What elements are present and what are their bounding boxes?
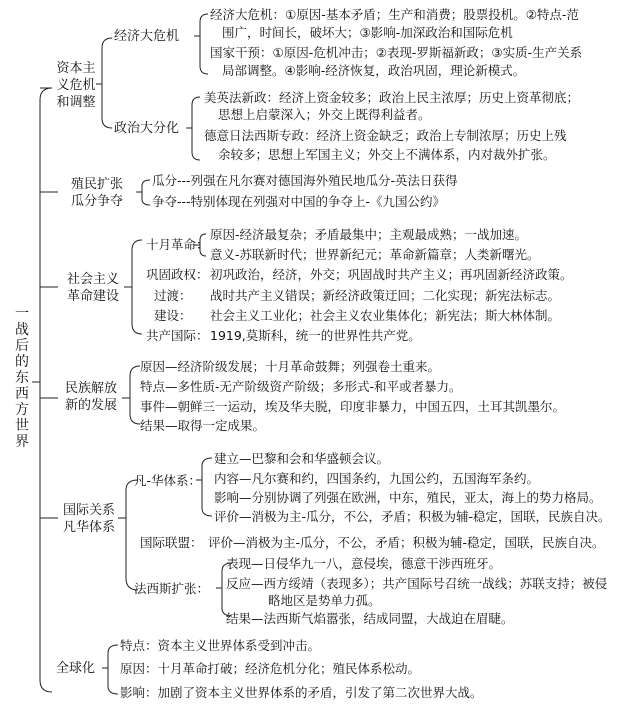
transition-label: 过渡：: [154, 288, 192, 303]
globalization-brace: [102, 645, 118, 694]
liberation-label-line: 民族解放: [64, 381, 117, 396]
economic-crisis-text-1: 经济大危机：①原因-基本矛盾；生产和消费；股票投机。②特点-范: [210, 7, 579, 22]
socialism-label-line: 社会主义: [66, 272, 119, 287]
liberation-label: [60, 380, 122, 414]
construction-text: 社会主义工业化；社会主义农业集体化；新宪法；斯大林体制。: [210, 308, 561, 323]
versailles-text-1: 建立—巴黎和会和华盛顿会议。: [214, 451, 390, 466]
capitalism-label-line: 和调整: [56, 95, 96, 110]
political-text-3: 德意日法西斯专政：经济上资金缺乏；政治上专制浓厚；历史上残: [204, 128, 567, 143]
colonial-brace: [136, 180, 150, 205]
political-split-label: 政治大分化: [114, 121, 180, 136]
fascism-text-3: 略地区是势单力孤。: [268, 593, 381, 608]
consolidation-text: 初巩政治，经济，外交；巩固战时共产主义；再巩固新经济政策。: [210, 267, 573, 282]
political-brace: [186, 97, 200, 160]
international-label: [60, 502, 118, 536]
state-intervention-text-1: 国家干预：①原因-危机冲击；②表现-罗斯福新政；③实质-生产关系: [210, 45, 583, 60]
liberation-text-2: 特点—多性质-无产阶级资产阶级；多形式-和平或者暴力。: [140, 379, 462, 394]
economic-crisis-label: 经济大危机: [114, 29, 180, 44]
globalization-label: 全球化: [56, 661, 96, 676]
october-text-1: 原因-经济最复杂；矛盾最集中；主观最成熟；一战加速。: [210, 227, 528, 242]
colonial-text-1: 瓜分---列强在凡尔赛对德国海外殖民地瓜分-英法日获得: [152, 173, 458, 188]
fascism-text-1: 表现—日侵华九一八，意侵埃，德意干涉西班牙。: [226, 556, 502, 571]
liberation-label-line: 新的发展: [64, 398, 117, 413]
october-text-2: 意义-苏联新时代；世界新纪元；革命新篇章；人类新曙光。: [210, 247, 540, 262]
socialism-label-line: 革命建设: [66, 289, 119, 304]
socialism-label: [62, 271, 124, 305]
political-text-2: 思想上启蒙深入；外交上既得利益者。: [218, 107, 431, 122]
international-label-line: 国际关系: [62, 503, 115, 518]
economic-brace: [194, 14, 208, 74]
consolidation-label: 巩固政权：: [146, 267, 209, 282]
capitalism-label-line: 义危机: [56, 78, 96, 93]
state-intervention-text-2: 局部调整。④影响-经济恢复，政治巩固，理论新模式。: [222, 63, 526, 78]
capitalism-brace: [96, 38, 112, 128]
transition-text: 战时共产主义错误；新经济政策迂回；二化实现；新宪法标志。: [210, 288, 561, 303]
liberation-text-3: 事件—朝鲜三一运动，埃及华夫脱，印度非暴力，中国五四，土耳其凯墨尔。: [140, 399, 566, 414]
economic-crisis-text-2: 围广，时间长，破坏大；③影响-加深政治和国际危机: [222, 25, 513, 40]
globalization-text-2: 原因：十月革命打破；经济危机分化；殖民体系松动。: [120, 661, 421, 676]
liberation-text-1: 原因—经济阶级发展；十月革命鼓舞；列强卷土重来。: [140, 359, 441, 374]
root-title: 一战后的东西方世界: [15, 306, 29, 450]
fascism-label: 法西斯扩张：: [134, 581, 210, 596]
versailles-text-4: 评价—消极为主-瓜分，不公，矛盾；积极为辅-稳定，国联，民族自决。: [214, 509, 611, 524]
league-label: 国际联盟：: [140, 535, 203, 550]
versailles-label: 凡-华体系：: [134, 473, 202, 488]
fascism-text-4: 结果—法西斯气焰嚣张，结成同盟，大战迫在眉睫。: [226, 611, 514, 626]
socialism-brace: [124, 240, 142, 334]
october-label: 十月革命：: [146, 237, 209, 252]
versailles-text-2: 内容—凡尔赛和约，四国条约，九国公约，五国海军条约。: [214, 471, 540, 486]
liberation-text-4: 结果—取得一定成果。: [140, 418, 266, 433]
construction-label: 建设：: [154, 308, 192, 323]
versailles-text-3: 影响—分别协调了列强在欧洲，中东，殖民，亚太，海上的势力格局。: [214, 490, 602, 505]
capitalism-label-line: 资本主: [56, 61, 96, 76]
international-label-line: 凡华体系: [62, 520, 115, 535]
colonial-label: [62, 176, 132, 210]
liberation-brace: [122, 366, 140, 424]
globalization-text-1: 特点：资本主义世界体系受到冲击。: [120, 638, 321, 653]
root-brace: [32, 88, 52, 692]
political-text-4: 余较多；思想上军国主义；外交上不满体系，内对裁外扩张。: [218, 147, 556, 162]
colonial-label-line: 殖民扩张: [70, 177, 123, 192]
international-brace: [118, 480, 138, 590]
capitalism-label: [54, 60, 98, 111]
comintern-label: 共产国际：: [146, 328, 209, 343]
globalization-text-3: 影响：加剧了资本主义世界体系的矛盾，引发了第二次世界大战。: [120, 685, 483, 700]
league-text: 评价—消极为主-瓜分，不公，矛盾；积极为辅-稳定，国联，民族自决。: [208, 535, 605, 550]
comintern-text: 1919,莫斯科，统一的世界性共产党。: [210, 328, 421, 343]
colonial-label-line: 瓜分争夺: [70, 194, 123, 209]
political-text-1: 美英法新政：经济上资金较多；政治上民主浓厚；历史上资革彻底；: [204, 90, 580, 105]
colonial-text-2: 争夺---特别体现在列强对中国的争夺上-《九国公约》: [152, 194, 446, 209]
fascism-text-2: 反应—西方绥靖（表现多）；共产国际号召统一战线；苏联支持；被侵: [226, 576, 608, 591]
